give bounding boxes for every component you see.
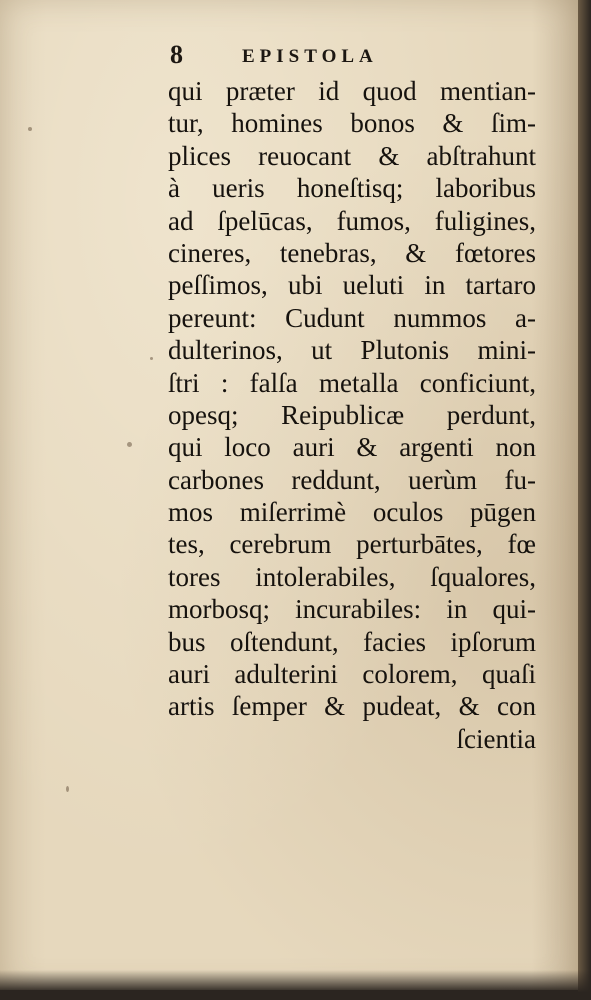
text-line: tes, cerebrum perturbātes, fœ [168,529,536,560]
page-blemish [150,357,153,360]
text-line: auri adulterini colorem, quaſi [168,659,536,690]
text-block [168,75,536,755]
text-line: dulterinos, ut Plutonis mini- [168,335,536,366]
page-blemish [66,786,69,792]
running-title: EPISTOLA [242,46,378,67]
text-line: artis ſemper & pudeat, & con [168,691,536,722]
text-line: opesq; Reipublicæ perdunt, [168,399,536,430]
text-line: morbosq; incurabiles: in qui- [168,594,536,625]
text-line: peſſimos, ubi ueluti in tartaro [168,270,536,301]
text-line: tores intolerabiles, ſqualores, [168,561,536,592]
page-edge-shadow [578,0,591,1000]
text-line: ſtri : falſa metalla conficiunt, [168,367,536,398]
catchword: ſcientia [456,723,536,754]
text-line: tur, homines bonos & ſim- [168,108,536,139]
text-line: bus oſtendunt, facies ipſorum [168,626,536,657]
text-line: carbones reddunt, uerùm fu- [168,464,536,495]
page-blemish [127,442,132,447]
text-line: à ueris honeſtisq; laboribus [168,173,536,204]
text-line: plices reuocant & abſtrahunt [168,140,536,171]
text-line: mos miſerrimè oculos pūgen [168,497,536,528]
text-line: qui præter id quod mentian- [168,76,536,106]
text-line: qui loco auri & argenti non [168,432,536,463]
text-line: pereunt: Cudunt nummos a- [168,302,536,333]
page-number: 8 [170,40,183,69]
running-head [170,40,530,76]
page-blemish [28,127,32,131]
text-line: cineres, tenebras, & fœtores [168,237,536,268]
page-bottom-shadow [0,970,591,1000]
text-line: ad ſpelūcas, fumos, fuligines, [168,205,536,236]
